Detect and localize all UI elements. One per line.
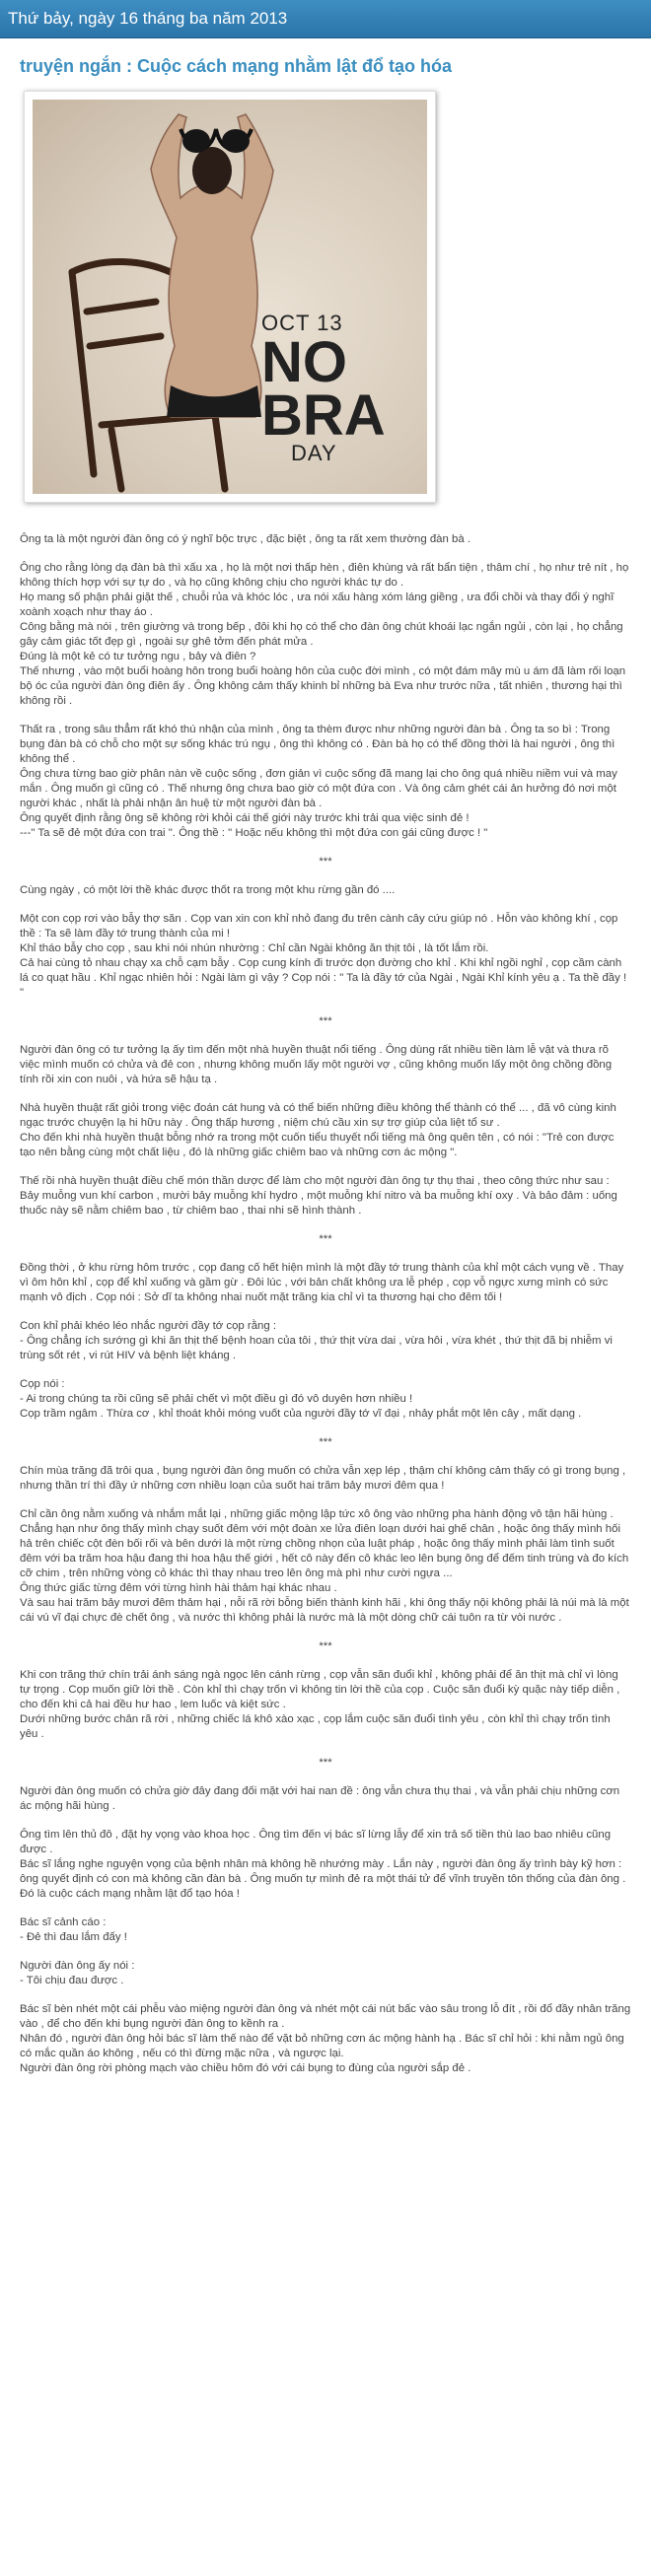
paragraph: Đồng thời , ở khu rừng hôm trước , cọp đang cố hết hiện mình là một đầy tớ trung thành của khỉ một cách vụng về . Thay vì ôm hôn khỉ , cọp để khỉ xuống và gầm gừ . Đôi lúc , với bản chất không ưa lễ phép , cọp vỗ ngực xưng mình có sức mạnh vô địch . Cọp nói : Sở dĩ ta không nhai nuốt mặt trăng kia chỉ vì ta thương hại cho đêm tối ! xyxy=(20,1262,624,1303)
paragraph: Thế rồi nhà huyền thuật điều chế món thần dược để làm cho một người đàn ông tự thụ thai , theo công thức như sau : Bảy muỗng vun khí carbon , mười bảy muỗng khí hydro , một muỗng khí nitro và ba muỗng khí oxy . Và bảo đảm : uống thuốc này sẽ nằm chiêm bao , từ chiêm bao , thai nhi sẽ hình thành . xyxy=(20,1175,617,1217)
post-image-frame xyxy=(24,91,436,503)
section-separator: *** xyxy=(319,1436,332,1448)
paragraph: Chín mùa trăng đã trôi qua , bụng người đàn ông muốn có chửa vẫn xẹp lép , thậm chí không cảm thấy có gì trong bụng , nhưng thần trí thì đầy ứ những cơn nhiều loạn của suốt hai trăm bảy mươi đêm qua ! xyxy=(20,1465,626,1492)
paragraph: Cọp nói : - Ai trong chúng ta rồi cũng sẽ phải chết vì một điều gì đó vô duyên hơn nhiều ! Cọp trầm ngâm . Thừa cơ , khỉ thoát khỏi móng vuốt của người đầy tớ vĩ đại , nhảy phắt một lên cây , mất dạng . xyxy=(20,1378,582,1420)
section-separator: *** xyxy=(319,1757,332,1769)
paragraph: Ông tìm lên thủ đô , đặt hy vọng vào khoa học . Ông tìm đến vị bác sĩ lừng lẫy để xin trả số tiền thù lao bao nhiêu cũng được . Bác sĩ lắng nghe nguyện vọng của bệnh nhân mà không hề nhướng mày . Lắn này , người đàn ông ấy trình bày kỹ hơn : ông quyết định có con mà không cần đàn bà . Ông muốn tự mình đẻ ra một thái tử để vĩnh truyền tôn thống của đàn ông . Đó là cuộc cách mạng nhằm lật đổ tạo hóa ! xyxy=(20,1829,626,1900)
image-caption-line2: NO xyxy=(261,330,347,394)
paragraph: Ông cho rằng lòng dạ đàn bà thì xấu xa , họ là một nơi thấp hèn , điên khùng và rất bẩn tiện , thâm chí , họ như trẻ nít , họ không thích hợp với sự tự do , và họ cũng không chịu cho người khác tự do . Họ mang số phận phải giặt thế , chuỗi rủa và khóc lóc , ưa nói xấu hàng xóm láng giềng , ưa đổi chồi và thay đổi ý nghĩ xoành xoạch như thay áo . Công bằng mà nói , trên giường và trong bếp , đôi khi họ có thể cho đàn ông chút khoái lạc ngắn ngủi , còn lại , họ chẳng gây cảm giác tốt đẹp gì , ngoài sự ghê tởm đến phát mửa . Đúng là một kẻ có tư tưởng ngu , bảy và điên ? Thế nhưng , vào một buổi hoàng hôn trong buổi hoàng hôn của cuộc đời mình , có một đám mây mù u ám đã làm rối loạn bộ óc của người đàn ông điên ấy . Ông không cảm thấy khinh bỉ những bà Eva như trước nữa , tất nhiên , thương hại thì không rồi . xyxy=(20,562,629,707)
paragraph: Bác sĩ cảnh cáo : - Đẻ thì đau lắm đấy ! xyxy=(20,1916,127,1943)
post-title[interactable]: truyện ngắn : Cuộc cách mạng nhằm lật đổ tạo hóa xyxy=(20,56,453,76)
paragraph: Người đàn ông muốn có chửa giờ đây đang đối mặt với hai nan đề : ông vẫn chưa thụ thai , và vẫn phải chịu những cơn ác mộng hãi hùng . xyxy=(20,1785,620,1812)
section-separator: *** xyxy=(319,1015,332,1027)
paragraph: Bác sĩ bèn nhét một cái phễu vào miệng người đàn ông và nhét một cái nút bấc vào sâu trong lỗ đít , rồi đổ đầy nhân trăng vào , để cho đến khi bụng người đàn ông to kềnh ra . Nhân đó , người đàn ông hỏi bác sĩ làm thế nào để vặt bỏ những cơn ác mộng hành hạ . Bác sĩ chỉ hỏi : khi nằm ngủ ông có mắc quần áo không , nếu có thì đừng mặc nữa , và ngược lại. Người đàn ông rời phòng mạch vào chiều hôm đó với cái bụng to đùng của người sắp đẻ . xyxy=(20,2003,631,2074)
image-caption-line1: OCT 13 xyxy=(261,311,343,335)
post-body xyxy=(20,532,631,2076)
paragraph: Cùng ngày , có một lời thề khác được thốt ra trong một khu rừng gần đó .... xyxy=(20,884,396,896)
section-separator: *** xyxy=(319,1640,332,1652)
paragraph: Thất ra , trong sâu thẳm rất khó thú nhận của mình , ông ta thèm được như những người đàn bà . Ông ta so bì : Trong bụng đàn bà có chỗ cho một sự sống khác trú ngụ , ông thì không có . Đàn bà họ có thể đồng thời là hai người , ông thì không thể . Ông chưa từng bao giờ phân nàn về cuộc sống , đơn giản vì cuộc sống đã mang lại cho ông quá nhiều niềm vui và may mắn . Ông muốn gì cũng có . Thế nhưng ông chưa bao giờ có một đứa con . Và ông cảm ghét cái ản hưởng đó nơi một người khác , nhất là phải nhận ân huệ từ một người đàn bà . Ông quyết định rằng ông sẽ không rời khỏi cái thế giới này trước khi trải qua việc sinh đẻ ! ---" Ta sẽ đẻ một đứa con trai ". Ông thề : " Hoặc nếu không thì một đứa con gái cũng được ! " xyxy=(20,724,617,839)
paragraph: Người đàn ông có tư tưởng lạ ấy tìm đến một nhà huyền thuật nổi tiếng . Ông dùng rất nhiều tiền làm lễ vật và thưa rõ việc mình muốn có chửa và đẻ con , nhưng không muốn lấy một người vợ , cũng không muốn lấy một ông chồng đồng tính rồi xin con nuôi , và hứa sẽ hậu tạ . xyxy=(20,1044,613,1085)
paragraph: Chỉ cần ông nằm xuống và nhắm mắt lại , những giấc mộng lập tức xô ông vào những pha hành động vô tận hãi hùng . Chẳng hạn như ông thấy mình chạy suốt đêm với một đoàn xe lửa điên loạn dưới hai ghế chân , hoặc ông thấy mình hối hả trên chiếc cột đèn bối rối và bên dưới là một rừng chồng nhọn của luật pháp , hoặc ông thấy mình phải làm tình suốt đêm với ba trăm hoa hậu đang thi hoa hậu thế giới , hết cô này đến cô khác leo lên bụng ông để đếm tinh trùng và đo kích cỡ chim , trên những vòng cỏ khác thì thay nhau treo lên ông mà phì như cười ngựa ... Ông thức giấc từng đêm với từng hình hài thảm hại khác nhau . Và sau hai trăm bảy mươi đêm thảm hại , nỗi rã rời bỗng biến thành kinh hãi , khi ông thấy nội không phải là núi mà là một cái vú vĩ đại chực đè chết ông , và nước thì không phải là nước mà là một dòng chữ cái tuôn ra từ vòi nước . xyxy=(20,1508,629,1624)
paragraph: Con khỉ phải khéo léo nhắc người đầy tớ cọp rằng : - Ông chẳng ích sướng gì khi ăn thịt thế bệnh hoan của tôi , thứ thịt vừa dai , vừa hôi , vừa khét , thứ thịt đã bị nhiễm vi trùng sốt rét , vi rút HIV và bệnh liệt kháng . xyxy=(20,1320,613,1361)
post-image[interactable] xyxy=(33,100,427,494)
paragraph: Người đàn ông ấy nói : - Tôi chịu đau được . xyxy=(20,1960,135,1986)
image-caption-line3: BRA xyxy=(261,383,386,448)
paragraph: Nhà huyền thuật rất giỏi trong việc đoán cát hung và có thể biến những điều không thể thành có thể ... , đã vô cùng kinh ngạc trước chuyện lạ hi hữu này . Ông thấp hương , niệm chú cầu xin sự trợ giúp của liệt tổ sư . Cho đến khi nhà huyền thuật bỗng nhớ ra trong một cuốn tiểu thuyết nổi tiếng mà ông quên tên , có nói : "Trẻ con được tạo nên bằng cùng một chất liệu , đó là những giấc chiêm bao và những cơn ác mộng ". xyxy=(20,1102,616,1158)
date-header: Thứ bảy, ngày 16 tháng ba năm 2013 xyxy=(0,0,651,38)
paragraph: Một con cọp rơi vào bẫy thợ săn . Cọp van xin con khỉ nhỏ đang đu trên cành cây cứu giúp nó . Hỗn vào không khí , cọp thề : Ta sẽ làm đầy tớ trung thành của mi ! Khỉ tháo bẫy cho cọp , sau khi nói nhún nhường : Chỉ cần Ngài không ăn thịt tôi , là tốt lắm rồi. Cả hai cùng tỏ nhau chạy xa chỗ cạm bẫy . Cọp cung kính đi trước dọn đường cho khỉ . Khi khỉ ngồi nghỉ , cọp cầm cành lá co quạt hầu . Khỉ ngạc nhiên hỏi : Ngài làm gì vậy ? Cọp nói : " Ta là đầy tớ của Ngài , Ngài Khỉ kính yêu ạ . Ta thề đầy ! " xyxy=(20,913,627,999)
paragraph: Khi con trăng thứ chín trải ánh sáng ngà ngọc lên cánh rừng , cọp vẫn săn đuổi khỉ , không phải để ăn thịt mà chỉ vì lòng tự trọng . Cọp muốn giữ lời thề . Còn khỉ thì chạy trốn vì không tin lời thề của cọp . Cuộc săn đuổi kỳ quặc này tiếp diễn , cho đến khi cả hai đều hư hao , lem luốc và kiệt sức . Dưới những bước chân rã rời , những chiếc lá khô xào xạc , cọp lắm cuộc săn đuổi tình yêu , còn khỉ thì chạy trốn tình yêu . xyxy=(20,1669,620,1740)
section-separator: *** xyxy=(319,856,332,868)
image-caption-line4: DAY xyxy=(291,441,337,465)
paragraph: Ông ta là một người đàn ông có ý nghĩ bộc trực , đặc biệt , ông ta rất xem thường đàn bà . xyxy=(20,533,470,545)
post xyxy=(0,38,651,2076)
section-separator: *** xyxy=(319,1233,332,1245)
